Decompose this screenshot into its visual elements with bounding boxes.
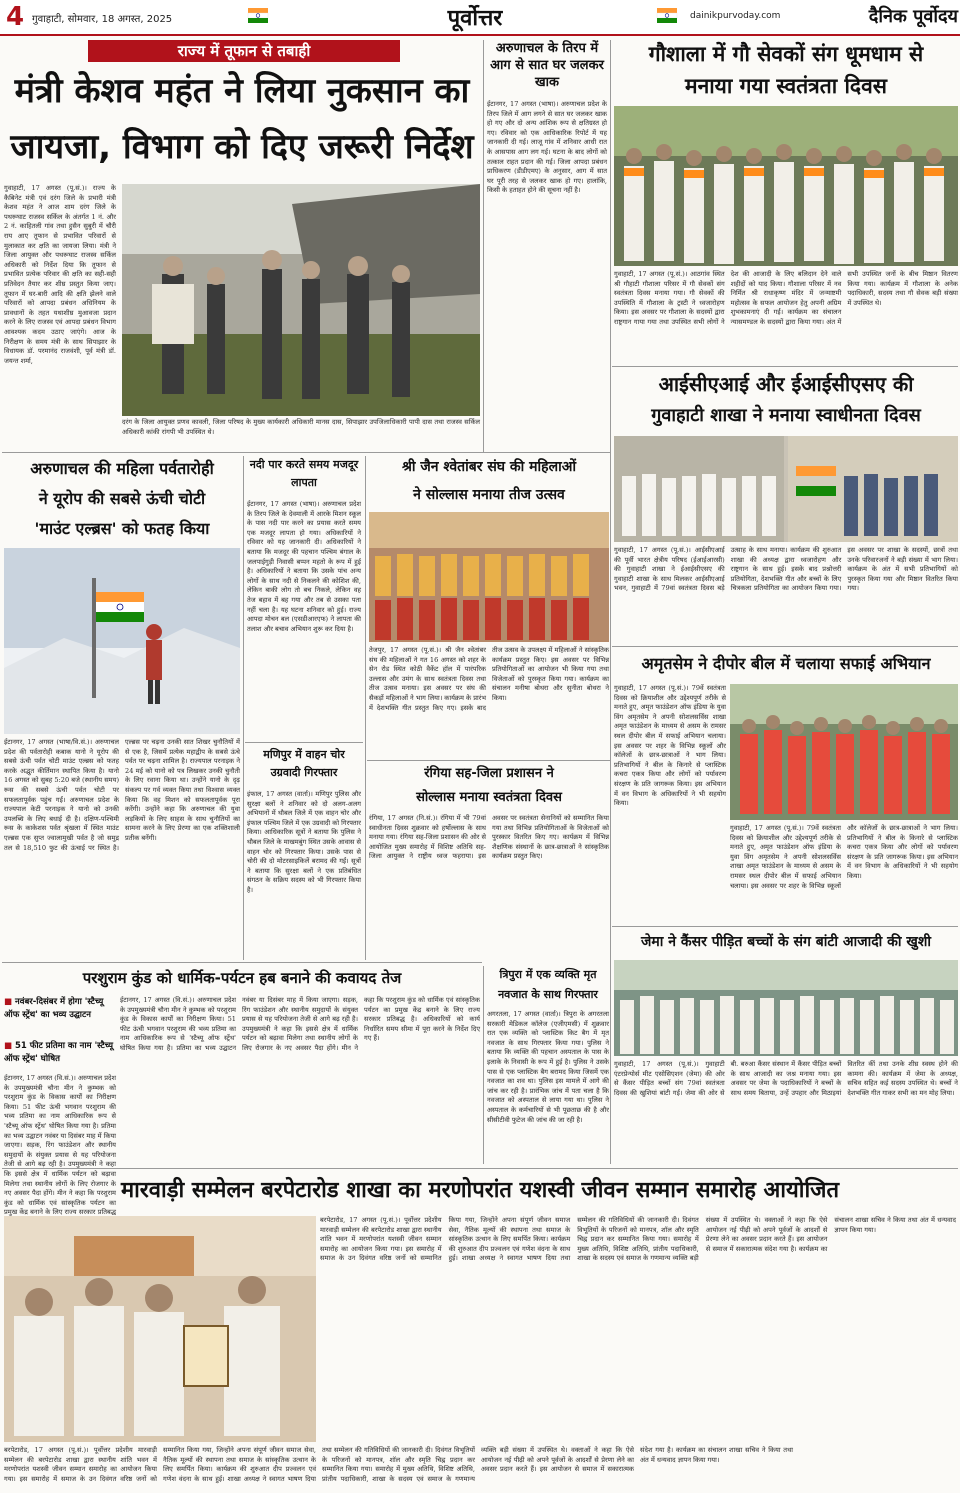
mountaineer-headline-1: अरुणाचल की महिला पर्वतारोही: [30, 459, 214, 478]
parshuram-body-lead: ईटानगर, 17 अगस्त (वि.सं.)। अरुणाचल प्रदेश के उपमुख्यमंत्री चौना मीन ने कुम्भक को परशुराम कुंड के विकास कार्यों का निरीक्षण किया। 51 फीट ऊंची भगवान परशुराम की भव्य प्रतिमा का नाम आधिकारिक रूप से 'स्टैच्यू ऑफ स्ट्रेंथ' घोषित किया गया है। प्रतिमा का भव्य उद्घाटन नवंबर या दिसंबर माह में किया जाएगा। सड़क, रिंग फाउंडेशन और स्थानीय समुदायों के संयुक्त प्रयास से यह परियोजना तेजी से आगे बढ़ रही है। उपमुख्यमंत्री ने कहा कि इससे क्षेत्र में धार्मिक पर्यटन को बढ़ावा मिलेगा तथा स्थानीय लोगों के लिए रोजगार के नए अवसर पैदा होंगे। मीन ने कहा कि परशुराम कुंड को धार्मिक एवं सांस्कृतिक पर्यटन का प्रमुख केंद्र बनाने के लिए राज्य सरकार प्रतिबद्ध: [4, 1074, 116, 1217]
tripura-headline-2: नवजात के साथ गिरफ्तार: [498, 988, 598, 1001]
website: dainikpurvoday.com: [690, 11, 781, 21]
bullet-icon: ■: [4, 997, 15, 1007]
masthead: [0, 0, 960, 36]
icai-photo: [614, 436, 958, 542]
section-rule: [612, 366, 958, 367]
mountaineer-headline-2: ने यूरोप की सबसे ऊंची चोटी: [38, 489, 206, 508]
section-rule: [612, 646, 958, 647]
parshuram-body: ईटानगर, 17 अगस्त (वि.सं.)। अरुणाचल प्रदेश के उपमुख्यमंत्री चौना मीन ने कुम्भक को परशुराम कुंड के विकास कार्यों का निरीक्षण किया। 51 फीट ऊंची भगवान परशुराम की भव्य प्रतिमा का नाम आधिकारिक रूप से 'स्टैच्यू ऑफ स्ट्रेंथ' घोषित किया गया है। प्रतिमा का भव्य उद्घाटन नवंबर या दिसंबर माह में किया जाएगा। सड़क, रिंग फाउंडेशन और स्थानीय समुदायों के संयुक्त प्रयास से यह परियोजना तेजी से आगे बढ़ रही है। उपमुख्यमंत्री ने कहा कि इससे क्षेत्र में धार्मिक पर्यटन को बढ़ावा मिलेगा तथा स्थानीय लोगों के लिए रोजगार के नए अवसर पैदा होंगे। मीन ने कहा कि परशुराम कुंड को धार्मिक एवं सांस्कृतिक पर्यटन का प्रमुख केंद्र बनाने के लिए राज्य सरकार प्रतिबद्ध है। अधिकारियों को कार्य निर्धारित समय सीमा में पूरा करने के निर्देश दिए गए हैं।: [120, 996, 480, 1052]
fire-body: ईटानगर, 17 अगस्त (भाषा)। अरुणाचल प्रदेश के तिरप जिले में आग लगने से सात घर जलकर खाक हो गए और दो अन्य आंशिक रूप से क्षतिग्रस्त हो गए। रविवार को एक आधिकारिक रिपोर्ट में यह जानकारी दी गई। लाजू गांव में शनिवार आधी रात के आसपास आग लग गई। घटना के बाद लोगों को तत्काल राहत प्रदान की गई। जिला आपदा प्रबंधन प्राधिकरण (डीडीएमए) के अनुसार, आग में सात घर पूरी तरह से जलकर खाक हो गए। हालांकि, किसी के हताहत होने की सूचना नहीं है।: [487, 100, 607, 195]
flag-icon: [655, 6, 679, 26]
column-rule: [610, 40, 611, 452]
amrit-body-2: गुवाहाटी, 17 अगस्त (पू.सं.)। 79वें स्वतंत्रता दिवस को क्रियाशील और उद्देश्यपूर्ण तरीके से मनाते हुए, अमृत फाउंडेशन ऑफ इंडिया के युवा विंग अमृतसेम ने अपनी सोशलसर्विस शाखा अमृत फाउंडेशन के माध्यम से असम के रामसर स्थल दीपोर बील में सफाई अभियान चलाया। इस अवसर पर शहर के विभिन्न स्कूलों और कॉलेजों के छात्र-छात्राओं ने भाग लिया। प्रतिभागियों ने बील के किनारे से प्लास्टिक कचरा एकत्र किया और लोगों को पर्यावरण संरक्षण के प्रति जागरूक किया। इस अभियान में वन विभाग के अधिकारियों ने भी सहयोग किया।: [730, 824, 958, 890]
manipur-headline: मणिपुर में वाहन चोर उग्रवादी गिरफ्तार: [263, 748, 345, 779]
jema-body: गुवाहाटी, 17 अगस्त (पू.सं.)। गुवाहाटी एंटरप्रेन्योर्स मीट एसोसिएशन (जेमा) की ओर से कैंसर पीड़ित बच्चों संग 79वां स्वतंत्रता दिवस की खुशियां बांटी गईं। जेमा की ओर से बी. बरुआ कैंसर संस्थान में कैंसर पीड़ित बच्चों के साथ आजादी का जश्न मनाया गया। इस अवसर पर जेमा के पदाधिकारियों ने बच्चों के साथ समय बिताया, उन्हें उपहार और मिठाइयां वितरित कीं तथा उनके शीघ्र स्वस्थ होने की कामना की। कार्यक्रम में जेमा के अध्यक्ष, सचिव सहित कई सदस्य उपस्थित थे। बच्चों ने देशभक्ति गीत गाकर सभी का मन मोह लिया।: [614, 1060, 958, 1097]
laborer-headline: नदी पार करते समय मजदूर लापता: [249, 458, 359, 489]
lead-caption: दरंग के जिला आयुक्त प्रणव कावली, जिला परिषद के मुख्य कार्यकारी अधिकारी मानस दास, सिपाझार उपजिलाधिकारी पापी दास तथा राजस्व सर्किल अधिकारी कांकी रांगपी भी उपस्थित थे।: [122, 418, 480, 436]
paper-name: दैनिक पूर्वोदय: [868, 6, 958, 27]
gaushala-headline-1: गौशाला में गौ सेवकों संग धूमधाम से: [648, 42, 924, 66]
parshuram-bullet-1: ■ नवंबर-दिसंबर में होगा 'स्टैच्यू ऑफ स्ट्रेंथ' का भव्य उद्घाटन: [4, 997, 104, 1020]
marwari-body: बरपेटारोड, 17 अगस्त (पू.सं.)। पूर्वोत्तर प्रदेशीय मारवाड़ी सम्मेलन की बरपेटारोड शाखा द्वारा स्थानीय शांति भवन में मरणोपरांत यशस्वी जीवन सम्मान समारोह का आयोजन किया गया। इस समारोह में समाज के उन दिवंगत वरिष्ठ जनों को सम्मानित किया गया, जिन्होंने अपना संपूर्ण जीवन समाज सेवा, नैतिक मूल्यों की स्थापना तथा समाज के सांस्कृतिक उत्थान के लिए समर्पित किया। कार्यक्रम की शुरुआत दीप प्रज्वलन एवं गणेश वंदना के साथ हुई। शाखा अध्यक्ष ने स्वागत भाषण दिया तथा सम्मेलन की गतिविधियों की जानकारी दी। दिवंगत विभूतियों के परिजनों को मानपत्र, शॉल और स्मृति चिह्न प्रदान कर सम्मानित किया गया। समारोह में मुख्य अतिथि, विशिष्ट अतिथि, प्रांतीय पदाधिकारी, शाखा के सदस्य एवं समाज के गणमान्य व्यक्ति बड़ी संख्या में उपस्थित थे। वक्ताओं ने कहा कि ऐसे आयोजन नई पीढ़ी को अपने पूर्वजों के आदर्शों से प्रेरणा लेने का अवसर प्रदान करते हैं। इस आयोजन से समाज में सकारात्मक संदेश गया है। कार्यक्रम का संचालन शाखा सचिव ने किया तथा अंत में धन्यवाद ज्ञापन किया गया।: [4, 1446, 793, 1483]
lead-photo: [122, 184, 480, 416]
marwari-headline: मारवाड़ी सम्मेलन बरपेटारोड शाखा का मरणोपरांत यशस्वी जीवन सम्मान समारोह आयोजित: [120, 1178, 840, 1203]
section-rule: [367, 760, 610, 761]
section-rule: [245, 742, 363, 743]
tripura-headline-1: त्रिपुरा में एक व्यक्ति मृत: [499, 968, 597, 981]
dateline: गुवाहाटी, सोमवार, 18 अगस्त, 2025: [32, 14, 173, 25]
gaushala-photo: [614, 106, 958, 266]
section-rule: [2, 452, 610, 453]
column-rule: [610, 452, 611, 1164]
lead-body-col1: गुवाहाटी, 17 अगस्त (पू.सं.)। राज्य के कैबिनेट मंत्री एवं दरंग जिले के प्रभारी मंत्री केशव महंत ने आज शाम दरंग जिले के पथरूघाट राजस्व सर्किल के अंतर्गत 1 नं. और 2 नं. काहितली गांव तथा हुसैन सुबुरी में चौरी राय आए तूफान से प्रभावित परिवारों से मुलाकात कर क्षति का जायजा लिया। मंत्री ने जिला आयुक्त और पथरूघाट राजस्व सर्किल अधिकारी को निर्देश दिया कि तूफान से प्रभावित प्रत्येक परिवार की क्षति का सही-सही प्रतिवेदन तैयार कर शीघ्र प्रस्तुत किया जाए। तूफान में घर-बारी आदि की क्षति झेलने वाले परिवारों को आपदा प्रबंधन अधिनियम के प्रावधानों के तहत यथाशीघ्र मुआवजा प्रदान करने के लिए राजस्व एवं आपदा प्रबंधन विभाग आवश्यक कदम उठाए जाएंगे। आज के निरीक्षण के समय मंत्री के साथ सिपाझार के विधायक डॉ. परमानंद राजवंशी, पूर्व मंत्री डॉ. जयन्त शर्मा,: [4, 184, 116, 365]
mountaineer-photo: [4, 548, 240, 734]
flag-icon: [246, 6, 270, 26]
lead-kicker: राज्य में तूफान से तबाही: [88, 40, 400, 62]
icai-headline-2: गुवाहाटी शाखा ने मनाया स्वाधीनता दिवस: [651, 405, 921, 426]
marwari-body-cont: बरपेटारोड, 17 अगस्त (पू.सं.)। पूर्वोत्तर प्रदेशीय मारवाड़ी सम्मेलन की बरपेटारोड शाखा द्वारा स्थानीय शांति भवन में मरणोपरांत यशस्वी जीवन सम्मान समारोह का आयोजन किया गया। इस समारोह में समाज के उन दिवंगत वरिष्ठ जनों को सम्मानित किया गया, जिन्होंने अपना संपूर्ण जीवन समाज सेवा, नैतिक मूल्यों की स्थापना तथा समाज के सांस्कृतिक उत्थान के लिए समर्पित किया। कार्यक्रम की शुरुआत दीप प्रज्वलन एवं गणेश वंदना के साथ हुई। शाखा अध्यक्ष ने स्वागत भाषण दिया तथा सम्मेलन की गतिविधियों की जानकारी दी। दिवंगत विभूतियों के परिजनों को मानपत्र, शॉल और स्मृति चिह्न प्रदान कर सम्मानित किया गया। समारोह में मुख्य अतिथि, विशिष्ट अतिथि, प्रांतीय पदाधिकारी, शाखा के सदस्य एवं समाज के गणमान्य व्यक्ति बड़ी संख्या में उपस्थित थे। वक्ताओं ने कहा कि ऐसे आयोजन नई पीढ़ी को अपने पूर्वजों के आदर्शों से प्रेरणा लेने का अवसर प्रदान करते हैं। इस आयोजन से समाज में सकारात्मक संदेश गया है। कार्यक्रम का संचालन शाखा सचिव ने किया तथा अंत में धन्यवाद ज्ञापन किया गया।: [320, 1216, 956, 1263]
icai-body: गुवाहाटी, 17 अगस्त (पू.सं.)। आईसीएआई की पूर्वी भारत क्षेत्रीय परिषद (ईआईआरसी) की गुवाहाटी शाखा ने ईआईसीएसए की गुवाहाटी शाखा के साथ मिलकर आईसीएआई भवन, गुवाहाटी में 79वां स्वतंत्रता दिवस बड़े उत्साह के साथ मनाया। कार्यक्रम की शुरुआत शाखा की अध्यक्ष द्वारा ध्वजारोहण और राष्ट्रगान के साथ हुई। इसके बाद प्रश्नोत्तरी प्रतियोगिता, देशभक्ति गीत और बच्चों के लिए चित्रकला प्रतियोगिता का आयोजन किया गया। इस अवसर पर शाखा के सदस्यों, छात्रों तथा उनके परिवारजनों ने बड़ी संख्या में भाग लिया। कार्यक्रम के अंत में सभी प्रतिभागियों को पुरस्कृत किया गया और मिष्ठान वितरित किया गया।: [614, 546, 958, 593]
rangiya-body: रंगिया, 17 अगस्त (नि.सं.)। रंगिया में भी 79वां स्वाधीनता दिवस शुक्रवार को हर्षोल्लास के साथ मनाया गया। रंगिया सह-जिला प्रशासन की ओर से आयोजित मुख्य समारोह में विशिष्ट अतिथि सह-जिला आयुक्त ने राष्ट्रीय ध्वज फहराया। इस अवसर पर स्वतंत्रता सेनानियों को सम्मानित किया गया तथा विभिन्न प्रतियोगिताओं के विजेताओं को पुरस्कार वितरित किए गए। कार्यक्रम में विभिन्न शैक्षणिक संस्थानों के छात्र-छात्राओं ने सांस्कृतिक कार्यक्रम प्रस्तुत किए।: [369, 814, 609, 861]
rangiya-headline-2: सोल्लास मनाया स्वतंत्रता दिवस: [416, 790, 562, 805]
amrit-headline: अमृतसेम ने दीपोर बील में चलाया सफाई अभियान: [641, 654, 931, 673]
column-rule: [483, 40, 484, 452]
jema-headline: जेमा ने कैंसर पीड़ित बच्चों के संग बांटी आजादी की खुशी: [640, 934, 932, 950]
teej-body: तेजपुर, 17 अगस्त (पू.सं.)। श्री जैन श्वेतांबर संघ की महिलाओं ने गत 16 अगस्त को शहर के सेन रोड स्थित कोठी वैकेंट हॉल में पारंपरिक उल्लास और उमंग के साथ स्वतंत्रता दिवस तथा तीज उत्सव मनाया। इस अवसर पर संघ की सैकड़ों महिलाओं ने भाग लिया। कार्यक्रम के प्रारंभ में देशभक्ति गीत प्रस्तुत किए गए। इसके बाद तीज उत्सव के उपलक्ष्य में महिलाओं ने सांस्कृतिक कार्यक्रम प्रस्तुत किए। इस अवसर पर विभिन्न प्रतियोगिताओं का आयोजन भी किया गया तथा विजेताओं को पुरस्कृत किया गया। कार्यक्रम का संचालन मनीषा बोथरा और सुनीता बोथरा ने किया।: [369, 646, 609, 712]
amrit-body: गुवाहाटी, 17 अगस्त (पू.सं.)। 79वें स्वतंत्रता दिवस को क्रियाशील और उद्देश्यपूर्ण तरीके से मनाते हुए, अमृत फाउंडेशन ऑफ इंडिया के युवा विंग अमृतसेम ने अपनी सोशलसर्विस शाखा अमृत फाउंडेशन के माध्यम से असम के रामसर स्थल दीपोर बील में सफाई अभियान चलाया। इस अवसर पर शहर के विभिन्न स्कूलों और कॉलेजों के छात्र-छात्राओं ने भाग लिया। प्रतिभागियों ने बील के किनारे से प्लास्टिक कचरा एकत्र किया और लोगों को पर्यावरण संरक्षण के प्रति जागरूक किया। इस अभियान में वन विभाग के अधिकारियों ने भी सहयोग किया।: [614, 684, 726, 808]
mountaineer-headline-3: 'माउंट एल्ब्रस' को फतह किया: [34, 519, 210, 538]
section-title: पूर्वोत्तर: [447, 6, 503, 31]
parshuram-headline: परशुराम कुंड को धार्मिक-पर्यटन हब बनाने की कवायद तेज: [82, 969, 402, 987]
tripura-body: अगरतला, 17 अगस्त (वार्ता)। त्रिपुरा के अगरतला सरकारी मेडिकल कॉलेज (एजीएमसी) में शुक्रवार रात एक व्यक्ति को प्लास्टिक किट बैग में मृत नवजात के साथ गिरफ्तार किया गया। पुलिस ने बताया कि व्यक्ति की पहचान अस्पताल के पास के इलाके के निवासी के रूप में हुई है। पुलिस ने उसके पास से एक प्लास्टिक बैग बरामद किया जिसमें एक नवजात का शव था। पुलिस इस मामले में आगे की जांच कर रही है। प्रारंभिक जांच में पता चला है कि नवजात को अस्पताल से लाया गया था। पुलिस ने अस्पताल के कर्मचारियों से भी पूछताछ की है और सीसीटीवी फुटेज की जांच की जा रही है।: [487, 1010, 609, 1124]
fire-headline: अरुणाचल के तिरप में आग से सात घर जलकर खाक: [490, 41, 604, 90]
teej-headline-2: ने सोल्लास मनाया तीज उत्सव: [413, 487, 565, 503]
icai-headline-1: आईसीएआई और ईआईसीएसए की: [658, 372, 914, 396]
page-number: 4: [6, 2, 25, 32]
manipur-body: इंफाल, 17 अगस्त (वार्ता)। मणिपुर पुलिस और सुरक्षा बलों ने शनिवार को दो अलग-अलग अभियानों में थौबल जिले में एक वाहन चोर और इंफाल पश्चिम जिले में एक उग्रवादी को गिरफ्तार किया। आधिकारिक सूत्रों ने बताया कि पुलिस ने थौबल जिले के माखमबुंग स्थित उसके आवास से वाहन चोर को गिरफ्तार किया। उसके पास से चोरी की दो मोटरसाइकिलें बरामद की गईं। सूत्रों ने बताया कि सुरक्षा बलों ने एक प्रतिबंधित संगठन के सक्रिय सदस्य को भी गिरफ्तार किया है।: [247, 790, 361, 894]
mountaineer-body: ईटानगर, 17 अगस्त (भाषा/वि.सं.)। अरुणाचल प्रदेश की पर्वतारोही कबाक यानो ने यूरोप की सबसे ऊंची पर्वत चोटी माउंट एल्ब्रस को फतह करके अद्भुत कीर्तिमान स्थापित किया है। यानो 16 अगस्त को सुबह 5:20 बजे (स्थानीय समय) रूस की सबसे ऊंची पर्वत चोटी पर सफलतापूर्वक पहुंच गईं। अरुणाचल प्रदेश के राज्यपाल केटी परनाइक ने यानो को उनकी उपलब्धि के लिए बधाई दी है। दक्षिण-पश्चिमी रूस के काकेशस पर्वत श्रृंखला में स्थित माउंट एल्ब्रस एक सुप्त ज्वालामुखी पर्वत है जो समुद्र तल से 18,510 फुट की ऊंचाई पर स्थित है। एल्ब्रस पर चढ़ना उनकी सात शिखर चुनौतियों में से एक है, जिसमें प्रत्येक महाद्वीप के सबसे ऊंचे पर्वत पर चढ़ना शामिल है। राज्यपाल परनाइक ने 24 मई को यानो को पत्र लिखकर उनकी चुनौती के लिए रवाना किया था। उन्होंने यानो के दृढ़ संकल्प पर गर्व व्यक्त किया तथा विश्वास व्यक्त किया कि वह मिशन को सफलतापूर्वक पूरा करेंगी। उन्होंने कहा कि अरुणाचल की युवा लड़कियों के लिए साहस के साथ चुनौतियों का सामना करने के लिए प्रेरणा का एक शक्तिशाली प्रतीक बनेंगी।: [4, 738, 240, 852]
column-rule: [365, 456, 366, 960]
section-rule: [2, 1168, 958, 1169]
lead-headline-1: मंत्री केशव महंत ने लिया नुकसान का: [14, 71, 470, 111]
teej-headline-1: श्री जैन श्वेतांबर संघ की महिलाओं: [401, 459, 577, 475]
marwari-photo: [4, 1216, 316, 1442]
amrit-photo: [730, 684, 958, 820]
column-rule: [243, 456, 244, 960]
section-rule: [612, 926, 958, 927]
gaushala-body: गुवाहाटी, 17 अगस्त (पू.सं.)। आठगांव स्थित श्री गौहाटी गौशाला परिसर में गौ सेवकों संग स्वतंत्रता दिवस मनाया गया। गौ सेवकों की उपस्थिति में गौशाला के ट्रस्टी ने ध्वजारोहण किया। इस अवसर पर गौशाला के सदस्यों द्वारा राष्ट्रगान गाया गया तथा उपस्थित सभी लोगों ने देश की आजादी के लिए बलिदान देने वाले शहीदों को याद किया। गौशाला परिसर में नव निर्मित श्री राधाकृष्ण मंदिर में जन्माष्टमी महोत्सव के सफल आयोजन हेतु अपनी अग्रिम शुभकामनाएं दी गईं। कार्यक्रम का संचालन न्यासमण्डल के सदस्यों द्वारा किया गया। अंत में सभी उपस्थित जनों के बीच मिष्ठान वितरण किया गया। कार्यक्रम में गौशाला के अनेक पदाधिकारी, सदस्य तथा गौ सेवक बड़ी संख्या में उपस्थित थे।: [614, 270, 958, 326]
lead-headline-2: जायजा, विभाग को दिए जरूरी निर्देश: [10, 127, 474, 167]
section-rule: [2, 962, 482, 963]
column-rule: [483, 966, 484, 1164]
bullet-icon: ■: [4, 1041, 15, 1051]
teej-photo: [369, 512, 609, 642]
laborer-body: ईटानगर, 17 अगस्त (भाषा)। अरुणाचल प्रदेश के तिरप जिले के देवमाली में आरके मिशन स्कूल के पास नदी पार करने का प्रयास करते समय एक मजदूर लापता हो गया। अधिकारियों ने रविवार को यह जानकारी दी। अधिकारियों ने बताया कि मजदूर की पहचान पश्चिम बंगाल के जलपाईगुड़ी निवासी बप्पन महतो के रूप में हुई है। अधिकारियों ने बताया कि उसके पांच अन्य लोगों के साथ नदी से निकलने की कोशिश की, लेकिन बाकी लोग तो बच निकले, लेकिन वह तेज बहाव में बह गया और तब से उसका पता नहीं चला है। यह घटना शनिवार को हुई। राज्य आपदा मोचन बल (एसडीआरएफ) ने लापता की तलाश और बचाव अभियान शुरू कर दिया है।: [247, 500, 361, 633]
rangiya-headline-1: रंगिया सह-जिला प्रशासन ने: [424, 766, 554, 781]
parshuram-bullet-2: ■ 51 फीट प्रतिमा का नाम 'स्टैच्यू ऑफ स्ट्रेंथ' घोषित: [4, 1041, 114, 1064]
gaushala-headline-2: मनाया गया स्वतंत्रता दिवस: [685, 74, 887, 98]
jema-photo: [614, 960, 958, 1056]
